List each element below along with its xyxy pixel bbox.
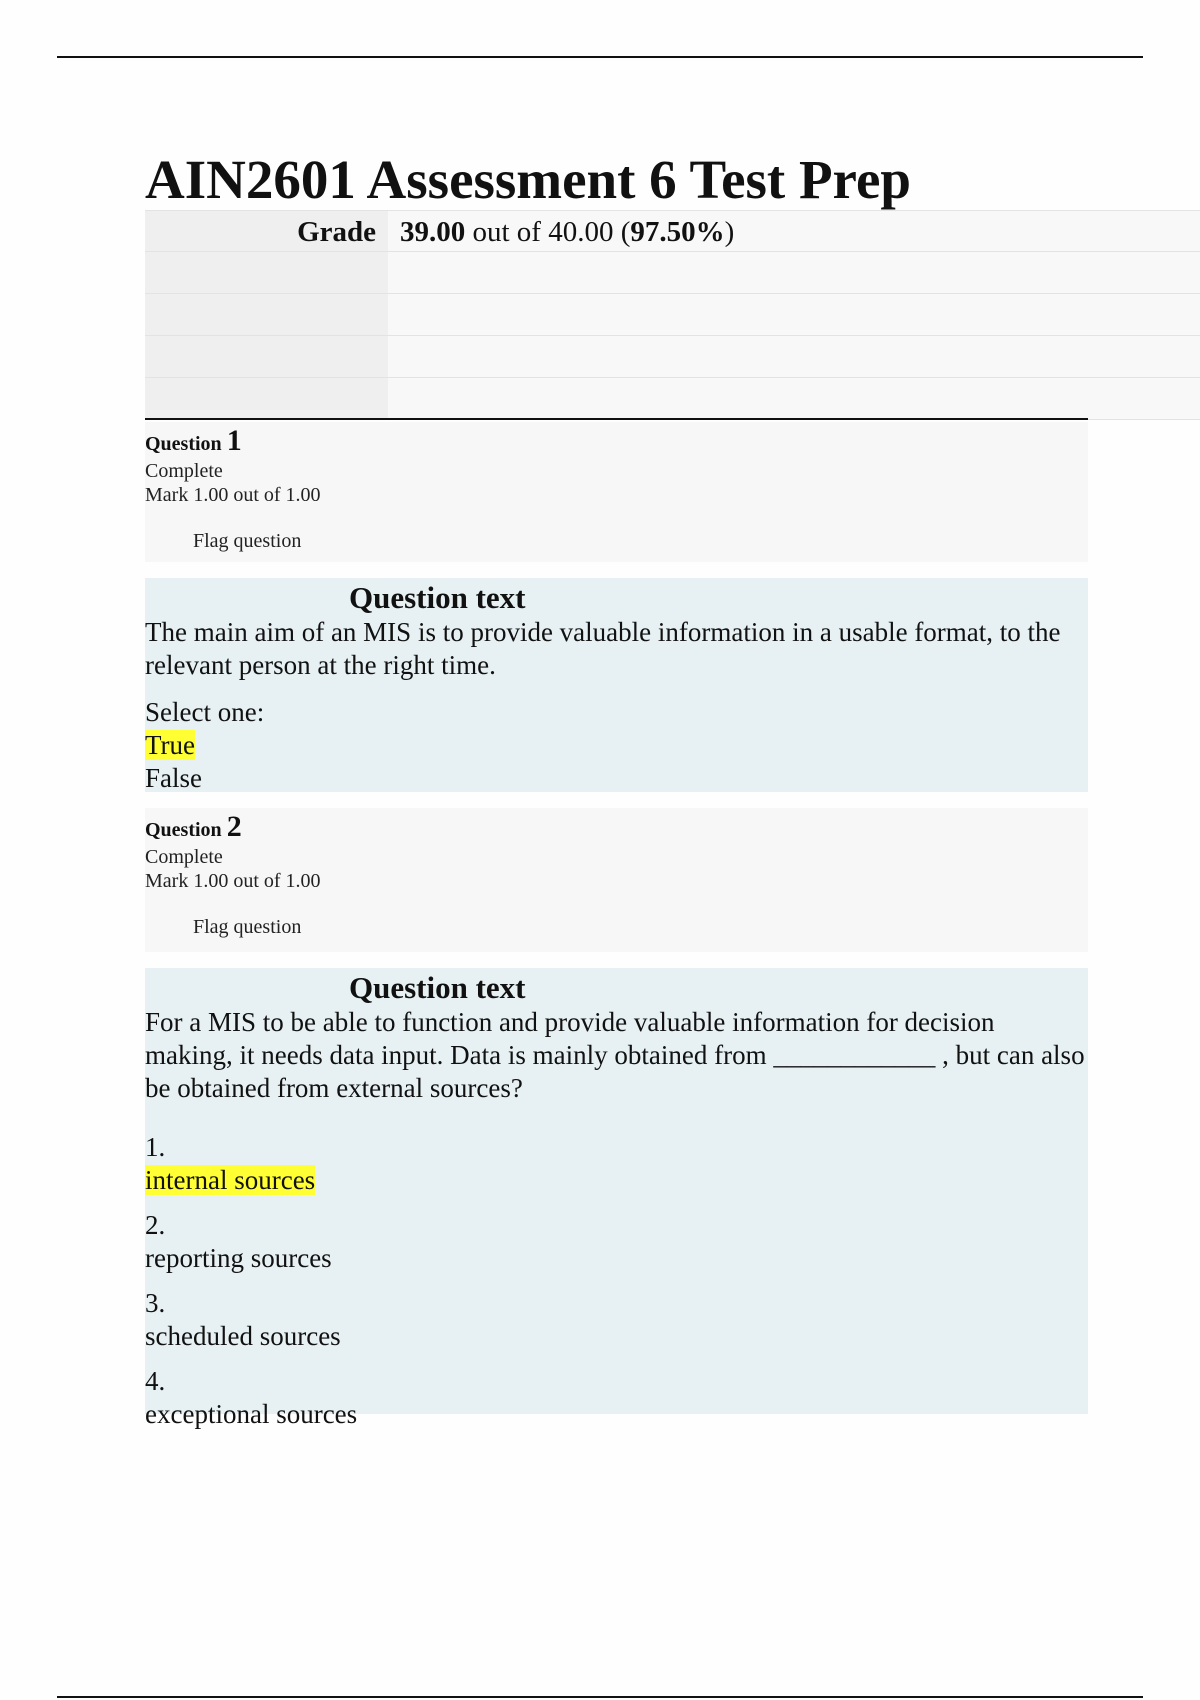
question-1-option-false[interactable]: False — [145, 763, 202, 793]
selected-answer: True — [145, 730, 196, 760]
summary-table — [145, 210, 1200, 420]
top-rule — [57, 56, 1143, 58]
summary-row-empty — [145, 294, 1200, 336]
question-2-option-3[interactable]: 3. scheduled sources — [145, 1288, 341, 1351]
question-2-option-1[interactable]: 1. internal sources — [145, 1132, 316, 1195]
question-2-prompt: For a MIS to be able to function and provide valuable information for decision making, it needs data input. Data is mainly obtained from ____________ , but can also be obtained from external sources? — [145, 1007, 1085, 1103]
question-2-status: Complete — [145, 846, 223, 868]
grade-label: Grade — [145, 211, 388, 251]
question-1-info — [145, 422, 1088, 562]
question-2-option-2[interactable]: 2. reporting sources — [145, 1210, 332, 1273]
page-title: AIN2601 Assessment 6 Test Prep — [145, 149, 911, 210]
bottom-rule — [57, 1696, 1143, 1698]
question-1-text-box — [145, 578, 1088, 792]
question-2-text-box — [145, 968, 1088, 1429]
question-1-mark: Mark 1.00 out of 1.00 — [145, 484, 321, 506]
selected-answer: internal sources — [145, 1165, 316, 1195]
question-1-heading: Question text — [349, 580, 526, 615]
question-2-flag-link[interactable]: Flag question — [193, 916, 302, 938]
summary-row-empty — [145, 378, 1200, 420]
question-1-number: Question 1 — [145, 424, 242, 457]
summary-divider — [145, 418, 1088, 420]
question-2-info — [145, 808, 1088, 952]
question-2-mark: Mark 1.00 out of 1.00 — [145, 870, 321, 892]
summary-row-empty — [145, 252, 1200, 294]
grade-score: 39.00 — [400, 216, 466, 248]
question-1-status: Complete — [145, 460, 223, 482]
summary-row-empty — [145, 336, 1200, 378]
summary-row-grade — [145, 210, 1200, 252]
question-2-option-4[interactable]: 4. exceptional sources — [145, 1366, 358, 1429]
grade-percent: 97.50% — [630, 216, 725, 248]
question-1-prompt: The main aim of an MIS is to provide valuable information in a usable format, to the relevant person at the right time. — [145, 617, 1061, 680]
question-1-option-true[interactable] — [145, 729, 1088, 762]
grade-mid: out of 40.00 ( — [465, 216, 631, 248]
question-2-heading: Question text — [349, 970, 526, 1005]
question-2-number: Question 2 — [145, 810, 242, 843]
grade-value — [388, 211, 1200, 251]
question-1-select-label: Select one: — [145, 697, 265, 727]
question-1-flag-link[interactable]: Flag question — [193, 530, 302, 552]
grade-end: ) — [724, 216, 735, 248]
